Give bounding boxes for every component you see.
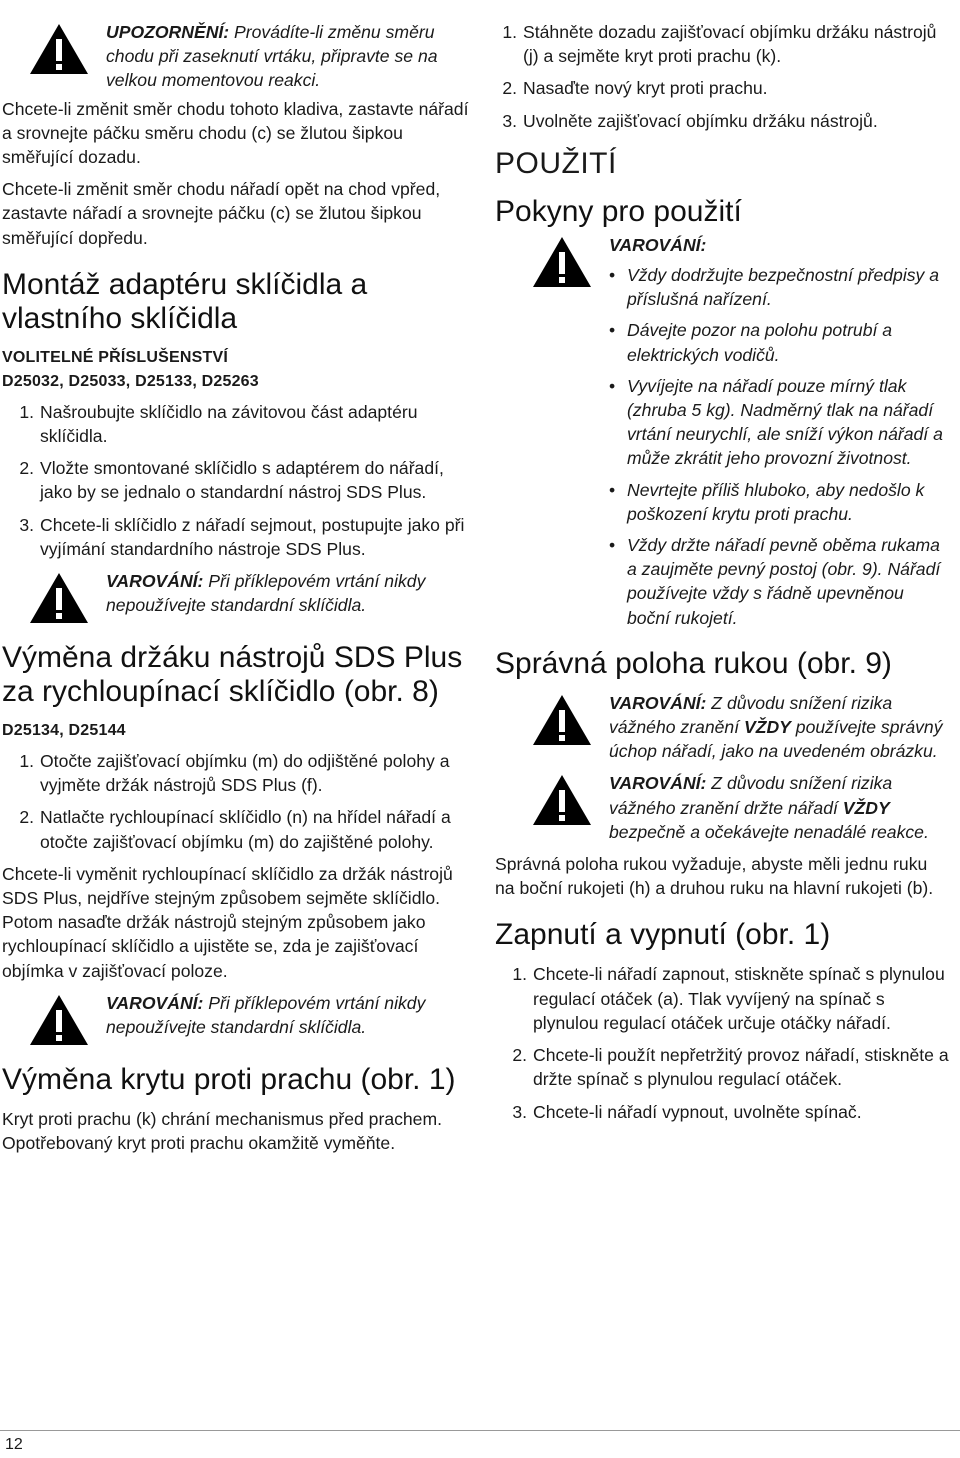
paragraph-dust-cover: Kryt proti prachu (k) chrání mechanismus před prachem. Opotřebovaný kryt proti prachu okamžitě vyměňte.	[2, 1108, 443, 1154]
right-column	[495, 20, 950, 1132]
list-item: • Vždy dodržujte bezpečnostní předpisy a příslušná nařízení.	[609, 265, 939, 310]
warning-label: VAROVÁNÍ:	[609, 234, 707, 255]
warning-label: VAROVÁNÍ:	[106, 571, 204, 592]
warning-text: VAROVÁNÍ: Při příklepovém vrtání nikdy nepoužívejte standardní sklíčidla.	[106, 992, 426, 1038]
subheading-model-codes: D25134, D25144	[2, 722, 126, 740]
warning-triangle-icon	[531, 693, 609, 751]
steps-dust-list	[485, 20, 950, 133]
list-item: 2. Vložte smontované sklíčidlo s adaptérem do nářadí, jako by se jednalo o standardní nástroj SDS Plus.	[19, 458, 444, 503]
subheading-optional-accessory: VOLITELNÉ PŘÍSLUŠENSTVÍ	[2, 348, 228, 366]
paragraph-forward: Chcete-li změnit směr chodu nářadí opět na chod vpřed, zastavte nářadí a srovnejte páčku (c) se žlutou šipkou směřující dopředu.	[2, 179, 441, 248]
warning-text: VAROVÁNÍ: Z důvodu snížení rizika vážného zranění VŽDY používejte správný úchop nářadí, jako na uvedeném obrázku.	[609, 692, 943, 762]
warning-label: VAROVÁNÍ:	[106, 992, 204, 1013]
warning-block	[2, 569, 470, 629]
list-item: • Vždy držte nářadí pevně oběma rukama a zaujměte pevný postoj (obr. 9). Nářadí používejte vždy s řádně upevněnou boční rukojetí.	[609, 535, 941, 628]
list-item: 2. Natlačte rychloupínací sklíčidlo (n) na hřídel nářadí a otočte zajišťovací objímku (m) do zajištěné polohy.	[19, 807, 451, 852]
warning-triangle-icon	[28, 571, 106, 629]
list-item: 1. Chcete-li nářadí zapnout, stiskněte spínač s plynulou regulací otáček (a). Tlak vyvíjený na spínač s plynulou regulací otáček určuje otáčky nářadí.	[512, 964, 945, 1033]
warning-text: VAROVÁNÍ: Z důvodu snížení rizika vážného zranění držte nářadí VŽDY bezpečně a očekávejte nenadálé reakce.	[609, 773, 929, 842]
heading-hand-position: Správná poloha rukou (obr. 9)	[495, 646, 892, 680]
caution-text: UPOZORNĚNÍ: Provádíte-li změnu směru chodu při zaseknutí vrtáku, připravte se na velkou momentovou reakci.	[106, 22, 438, 91]
left-column	[2, 20, 470, 1163]
list-item: 2. Chcete-li použít nepřetržitý provoz nářadí, stiskněte a držte spínač s plynulou regulací otáček.	[512, 1045, 949, 1090]
warning-label: VAROVÁNÍ:	[609, 773, 707, 794]
warning-block	[495, 771, 950, 844]
warning-triangle-icon	[28, 993, 106, 1051]
warning-label: VAROVÁNÍ:	[609, 692, 707, 713]
caution-label: UPOZORNĚNÍ:	[106, 22, 230, 42]
list-item: • Vyvíjejte na nářadí pouze mírný tlak (zhruba 5 kg). Nadměrný tlak na nářadí vrtání neurychlí, ale sníží výkon nářadí a může zkrátit jeho provozní životnost.	[609, 375, 943, 469]
list-item: • Dávejte pozor na polohu potrubí a elektrických vodičů.	[609, 320, 893, 365]
heading-dust-cover: Výměna krytu proti prachu (obr. 1)	[2, 1062, 456, 1096]
caution-block	[2, 20, 470, 93]
warning-block	[495, 691, 950, 764]
list-item: 3. Chcete-li nářadí vypnout, uvolněte spínač.	[512, 1101, 862, 1122]
steps-switch-list	[495, 962, 950, 1123]
heading-chuck-adapter: Montáž adaptéru sklíčidla a vlastního sklíčidla	[2, 267, 368, 335]
steps-adapter-list	[2, 400, 470, 561]
heading-switch: Zapnutí a vypnutí (obr. 1)	[495, 918, 831, 952]
list-item: 1. Stáhněte dozadu zajišťovací objímku držáku nástrojů (j) a sejměte kryt proti prachu (k).	[502, 22, 937, 67]
warning-triangle-icon	[531, 773, 609, 831]
list-item: 1. Otočte zajišťovací objímku (m) do odjištěné polohy a vyjměte držák nástrojů SDS Plus (f).	[19, 751, 450, 796]
warning-triangle-icon	[28, 22, 106, 80]
list-item: 2. Nasaďte nový kryt proti prachu.	[502, 78, 768, 99]
warning-block	[495, 233, 950, 637]
steps-holder-list	[2, 749, 470, 854]
safety-bullets	[609, 263, 950, 630]
heading-instructions: Pokyny pro použití	[495, 194, 742, 228]
section-title-use: POUŽITÍ	[495, 146, 617, 180]
heading-holder-replacement: Výměna držáku nástrojů SDS Plus za rychloupínací sklíčidlo (obr. 8)	[2, 641, 463, 709]
paragraph-reverse: Chcete-li změnit směr chodu tohoto kladiva, zastavte nářadí a srovnejte páčku směru chodu (c) se žlutou šipkou směřující dozadu.	[2, 98, 469, 168]
page-number: 12	[5, 1436, 23, 1453]
list-item: • Nevrtejte příliš hluboko, aby nedošlo k poškození krytu proti prachu.	[609, 479, 925, 524]
footer-rule	[0, 1430, 960, 1431]
paragraph-hand-position: Správná poloha rukou vyžaduje, abyste měli jednu ruku na boční rukojeti (h) a druhou ruku na hlavní rukojeti (b).	[495, 854, 934, 899]
list-item: 3. Chcete-li sklíčidlo z nářadí sejmout, postupujte jako při vyjímání standardního nástroje SDS Plus.	[19, 514, 465, 559]
list-item: 3. Uvolněte zajišťovací objímku držáku nástrojů.	[502, 110, 878, 131]
warning-block	[2, 991, 470, 1051]
warning-triangle-icon	[531, 235, 609, 293]
list-item: 1. Našroubujte sklíčidlo na závitovou část adaptéru sklíčidla.	[19, 401, 418, 447]
warning-text: VAROVÁNÍ: Při příklepovém vrtání nikdy nepoužívejte standardní sklíčidla.	[106, 571, 426, 616]
subheading-model-codes: D25032, D25033, D25133, D25263	[2, 372, 259, 390]
warning-text	[609, 233, 950, 637]
paragraph-swap-back: Chcete-li vyměnit rychloupínací sklíčidlo za držák nástrojů SDS Plus, nejdříve stejným způsobem sejměte sklíčidlo. Potom nasaďte držák nástrojů stejným způsobem jako rychloupínací sklíčidlo a ujistěte se, zda je zajišťovací objímka v zajišťovací poloze.	[2, 863, 453, 981]
